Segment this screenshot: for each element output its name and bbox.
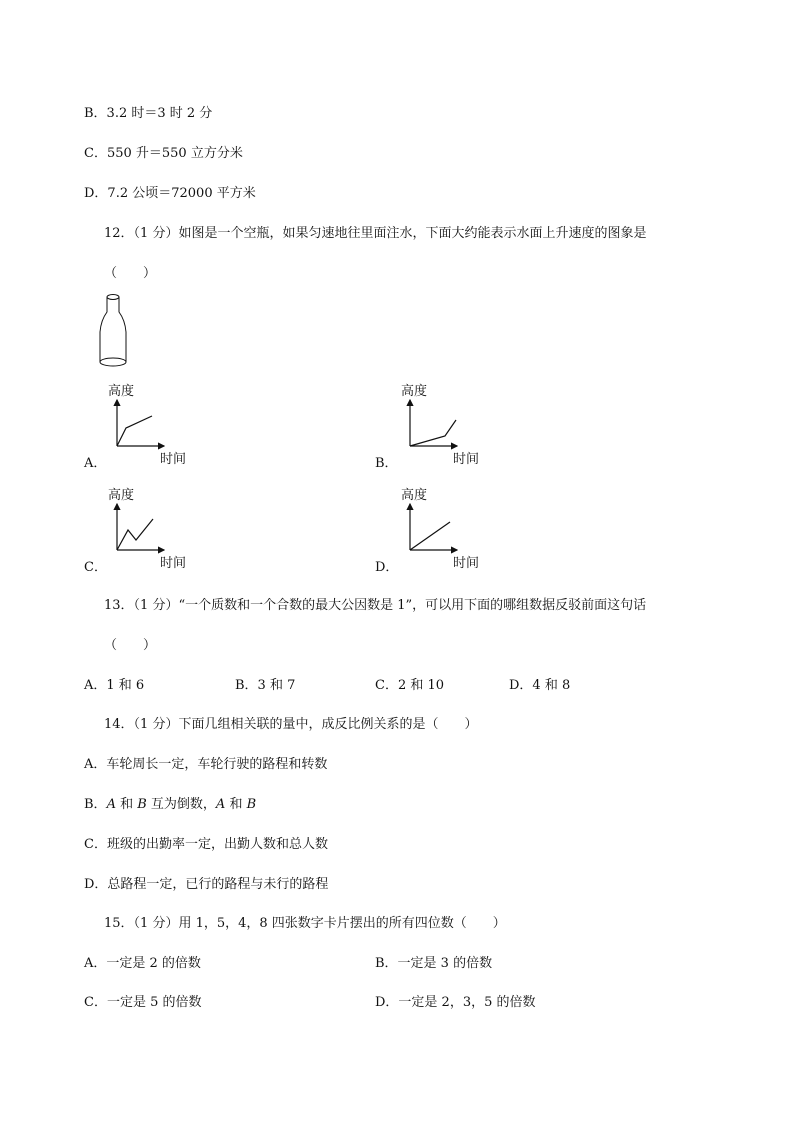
graph-c-xlabel: 时间 [160, 556, 187, 571]
q11-option-b: B．3.2 时＝3 时 2 分 [84, 106, 213, 121]
q14-var-b: B [246, 797, 257, 812]
graph-b [401, 378, 511, 468]
q14-option-d: D．总路程一定，已行的路程与未行的路程 [84, 877, 329, 892]
graph-c-letter: C． [84, 560, 107, 575]
q13-choice-b: B．3 和 7 [235, 678, 296, 693]
q13-stem: 13．（1 分）“一个质数和一个合数的最大公因数是 1”，可以用下面的哪组数据反驳前面这句话 [104, 598, 647, 613]
graph-c-ylabel: 高度 [108, 488, 135, 503]
q15-choice-d: D．一定是 2，3，5 的倍数 [375, 995, 536, 1010]
q13-choice-d: D．4 和 8 [509, 678, 571, 693]
q14-option-b-text: 互为倒数， [146, 797, 216, 812]
q15-stem: 15．（1 分）用 1，5，4，8 四张数字卡片摆出的所有四位数（ ） [104, 916, 506, 931]
graph-c-axes [108, 482, 218, 572]
q14-option-a: A．车轮周长一定，车轮行驶的路程和转数 [84, 757, 328, 772]
graph-a-xlabel: 时间 [160, 452, 187, 467]
q15-choice-b: B．一定是 3 的倍数 [375, 956, 493, 971]
graph-a-curve [117, 416, 152, 446]
q14-option-b-prefix: B． [84, 797, 107, 812]
graph-d-xlabel: 时间 [453, 556, 480, 571]
q14-stem: 14．（1 分）下面几组相关联的量中，成反比例关系的是（ ） [104, 717, 478, 732]
q12-paren: （ ） [104, 266, 157, 281]
graph-b-xlabel: 时间 [453, 452, 480, 467]
q14-option-b-text: 和 [225, 797, 247, 812]
graph-a [108, 378, 218, 468]
graph-b-axes [401, 378, 511, 468]
q12-stem: 12．（1 分）如图是一个空瓶，如果匀速地往里面注水，下面大约能表示水面上升速度的图象是 [104, 226, 647, 241]
graph-a-axes [108, 378, 218, 468]
q11-option-c: C．550 升＝550 立方分米 [84, 146, 243, 161]
bottle-figure [96, 292, 132, 370]
graph-c-curve [117, 519, 153, 550]
q14-var-b: B [137, 797, 147, 812]
q14-var-a: A [215, 797, 226, 812]
q13-choice-a: A．1 和 6 [84, 678, 145, 693]
graph-d-letter: D． [375, 560, 399, 575]
q14-option-b [84, 793, 256, 812]
q13-paren: （ ） [104, 638, 157, 653]
graph-d-ylabel: 高度 [401, 488, 428, 503]
q15-choice-a: A．一定是 2 的倍数 [84, 956, 201, 971]
graph-d [401, 482, 511, 572]
q14-var-a: A [106, 797, 116, 812]
graph-d-curve [410, 522, 450, 550]
graph-b-letter: B． [375, 456, 398, 471]
graph-c [108, 482, 218, 572]
graph-a-letter: A． [84, 456, 107, 471]
graph-b-ylabel: 高度 [401, 384, 428, 399]
q14-option-b-text: 和 [115, 797, 138, 812]
q14-option-c: C．班级的出勤率一定，出勤人数和总人数 [84, 837, 328, 852]
q15-choice-c: C．一定是 5 的倍数 [84, 995, 202, 1010]
q13-choice-c: C．2 和 10 [375, 678, 445, 693]
graph-b-curve [410, 420, 456, 446]
graph-a-ylabel: 高度 [108, 384, 135, 399]
graph-d-axes [401, 482, 511, 572]
q11-option-d: D．7.2 公顷＝72000 平方米 [84, 186, 256, 201]
